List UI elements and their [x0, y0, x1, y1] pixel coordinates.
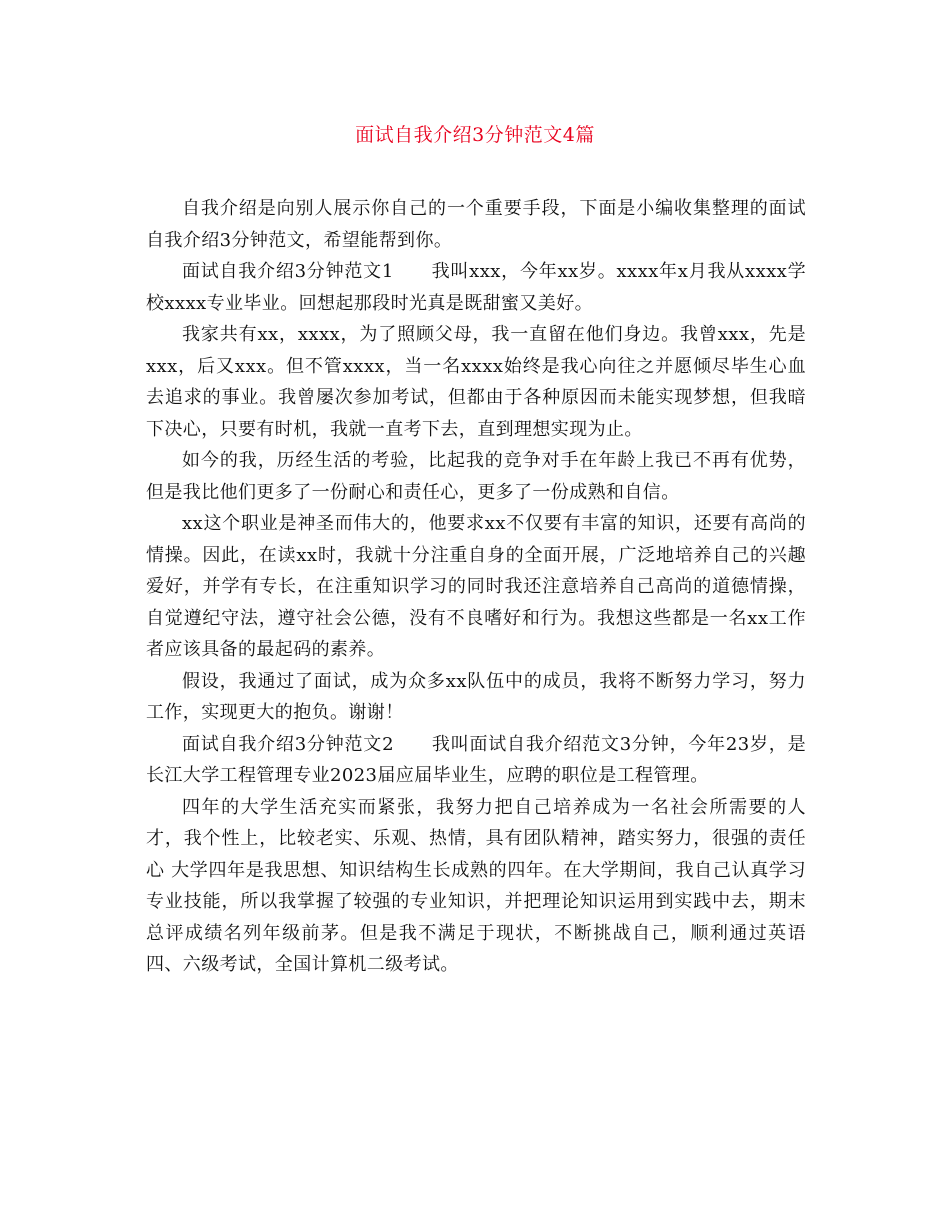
paragraph-sample-2-heading: 面试自我介绍3分钟范文2 我叫面试自我介绍范文3分钟，今年23岁，是长江大学工程管理专业2023届应届毕业生，应聘的职位是工程管理。 — [146, 733, 806, 786]
paragraph-closing-1: 假设，我通过了面试，成为众多xx队伍中的成员，我将不断努力学习，努力工作，实现更大的抱负。谢谢！ — [146, 670, 806, 723]
paragraph-profession: xx这个职业是神圣而伟大的，他要求xx不仅要有丰富的知识，还要有高尚的情操。因此，在读xx时，我就十分注重自身的全面开展，广泛地培养自己的兴趣爱好，并学有专长，在注重知识学习的同时我还注意培养自己高尚的道德情操，自觉遵纪守法，遵守社会公德，没有不良嗜好和行为。我想这些都是一名xx工作者应该具备的最起码的素养。 — [146, 513, 806, 660]
document-body — [146, 193, 806, 981]
paragraph-sample-1-heading: 面试自我介绍3分钟范文1 我叫xxx，今年xx岁。xxxx年x月我从xxxx学校xxxx专业毕业。回想起那段时光真是既甜蜜又美好。 — [146, 261, 806, 314]
document-title: 面试自我介绍3分钟范文4篇 — [355, 124, 595, 146]
paragraph-intro: 自我介绍是向别人展示你自己的一个重要手段，下面是小编收集整理的面试自我介绍3分钟范文，希望能帮到你。 — [146, 198, 806, 251]
paragraph-university: 四年的大学生活充实而紧张，我努力把自己培养成为一名社会所需要的人才，我个性上，比较老实、乐观、热情，具有团队精神，踏实努力，很强的责任心 大学四年是我思想、知识结构生长成熟的四年。在大学期间，我自己认真学习专业技能，所以我掌握了较强的专业知识，并把理论知识运用到实践中去，期末总评成绩名列年级前茅。但是我不满足于现状，不断挑战自己，顺利通过英语四、六级考试，全国计算机二级考试。 — [146, 796, 806, 975]
paragraph-family: 我家共有xx，xxxx，为了照顾父母，我一直留在他们身边。我曾xxx，先是xxx，后又xxx。但不管xxxx，当一名xxxx始终是我心向往之并愿倾尽毕生心血去追求的事业。我曾屡次参加考试，但都由于各种原因而未能实现梦想，但我暗下决心，只要有时机，我就一直考下去，直到理想实现为止。 — [146, 324, 806, 440]
paragraph-experience: 如今的我，历经生活的考验，比起我的竞争对手在年龄上我已不再有优势，但是我比他们更多了一份耐心和责任心，更多了一份成熟和自信。 — [146, 450, 806, 503]
